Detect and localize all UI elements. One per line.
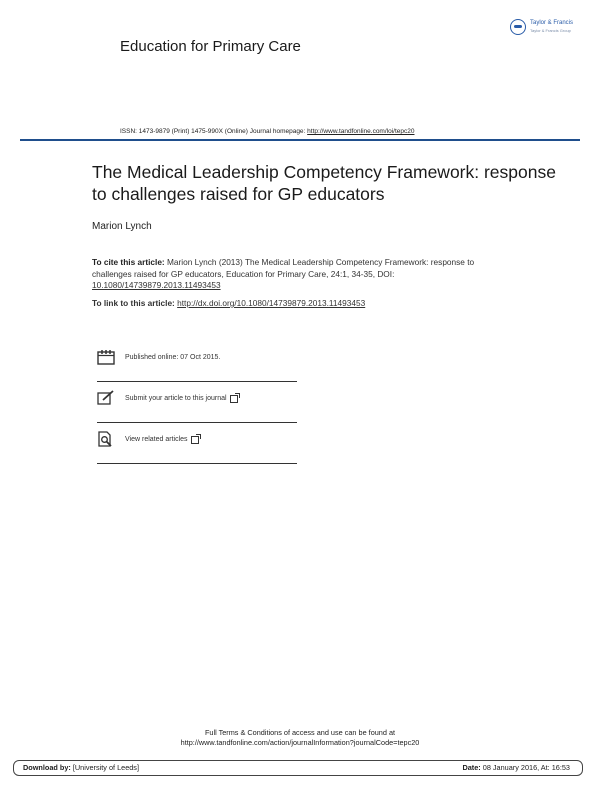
download-date-value: 08 January 2016, At: 16:53 xyxy=(482,763,570,772)
article-title: The Medical Leadership Competency Framework: response to challenges raised for GP educators xyxy=(92,162,556,204)
article-author: Marion Lynch xyxy=(92,221,152,232)
submit-article-text: Submit your article to this journal xyxy=(125,394,227,402)
submit-article-link[interactable] xyxy=(97,390,297,406)
document-search-icon xyxy=(97,431,115,447)
article-url-link[interactable]: http://dx.doi.org/10.1080/14739879.2013.11493453 xyxy=(177,298,366,308)
issn-line xyxy=(120,128,414,135)
action-divider xyxy=(97,381,297,382)
published-online-row xyxy=(97,349,297,365)
publisher-name: Taylor & Francis xyxy=(530,20,574,26)
related-articles-text: View related articles xyxy=(125,435,188,443)
edit-icon xyxy=(97,390,115,406)
publisher-group: Taylor & Francis Group xyxy=(530,28,571,33)
header-divider xyxy=(20,139,580,141)
download-date-label: Date: xyxy=(462,763,481,772)
action-divider xyxy=(97,463,297,464)
published-online-text: Published online: 07 Oct 2015. xyxy=(125,353,221,361)
publisher-logo[interactable] xyxy=(510,15,585,39)
terms-url-link[interactable]: http://www.tandfonline.com/action/journalInformation?journalCode=tepc20 xyxy=(180,738,420,747)
terms-footer xyxy=(0,728,600,748)
cite-text: Marion Lynch (2013) The Medical Leadership Competency Framework: response to challenges raised for GP educators, Education for Primary Care, 24:1, 34-35, DOI: xyxy=(92,257,475,279)
calendar-icon xyxy=(97,349,115,365)
article-link-block xyxy=(92,298,365,308)
action-divider xyxy=(97,422,297,423)
publisher-logo-text xyxy=(530,20,573,34)
downloaded-by-label: Download by: xyxy=(23,763,71,772)
journal-name: Education for Primary Care xyxy=(120,38,301,55)
related-articles-link[interactable] xyxy=(97,431,297,447)
external-link-icon xyxy=(230,395,238,403)
terms-line: Full Terms & Conditions of access and use can be found at xyxy=(204,728,396,737)
downloaded-by-value: [University of Leeds] xyxy=(72,763,139,772)
doi-link[interactable]: 10.1080/14739879.2013.11493453 xyxy=(92,280,221,290)
download-info-box xyxy=(13,760,583,776)
citation-block xyxy=(92,257,512,292)
external-link-icon xyxy=(191,436,199,444)
downloaded-by xyxy=(23,763,139,772)
download-date xyxy=(462,763,570,772)
journal-homepage-link[interactable]: http://www.tandfonline.com/loi/tepc20 xyxy=(307,128,415,135)
cite-label: To cite this article: xyxy=(92,257,165,267)
publisher-logo-icon xyxy=(510,19,526,35)
issn-text: ISSN: 1473-9879 (Print) 1475-990X (Online) Journal homepage: xyxy=(120,128,306,135)
link-label: To link to this article: xyxy=(92,298,175,308)
